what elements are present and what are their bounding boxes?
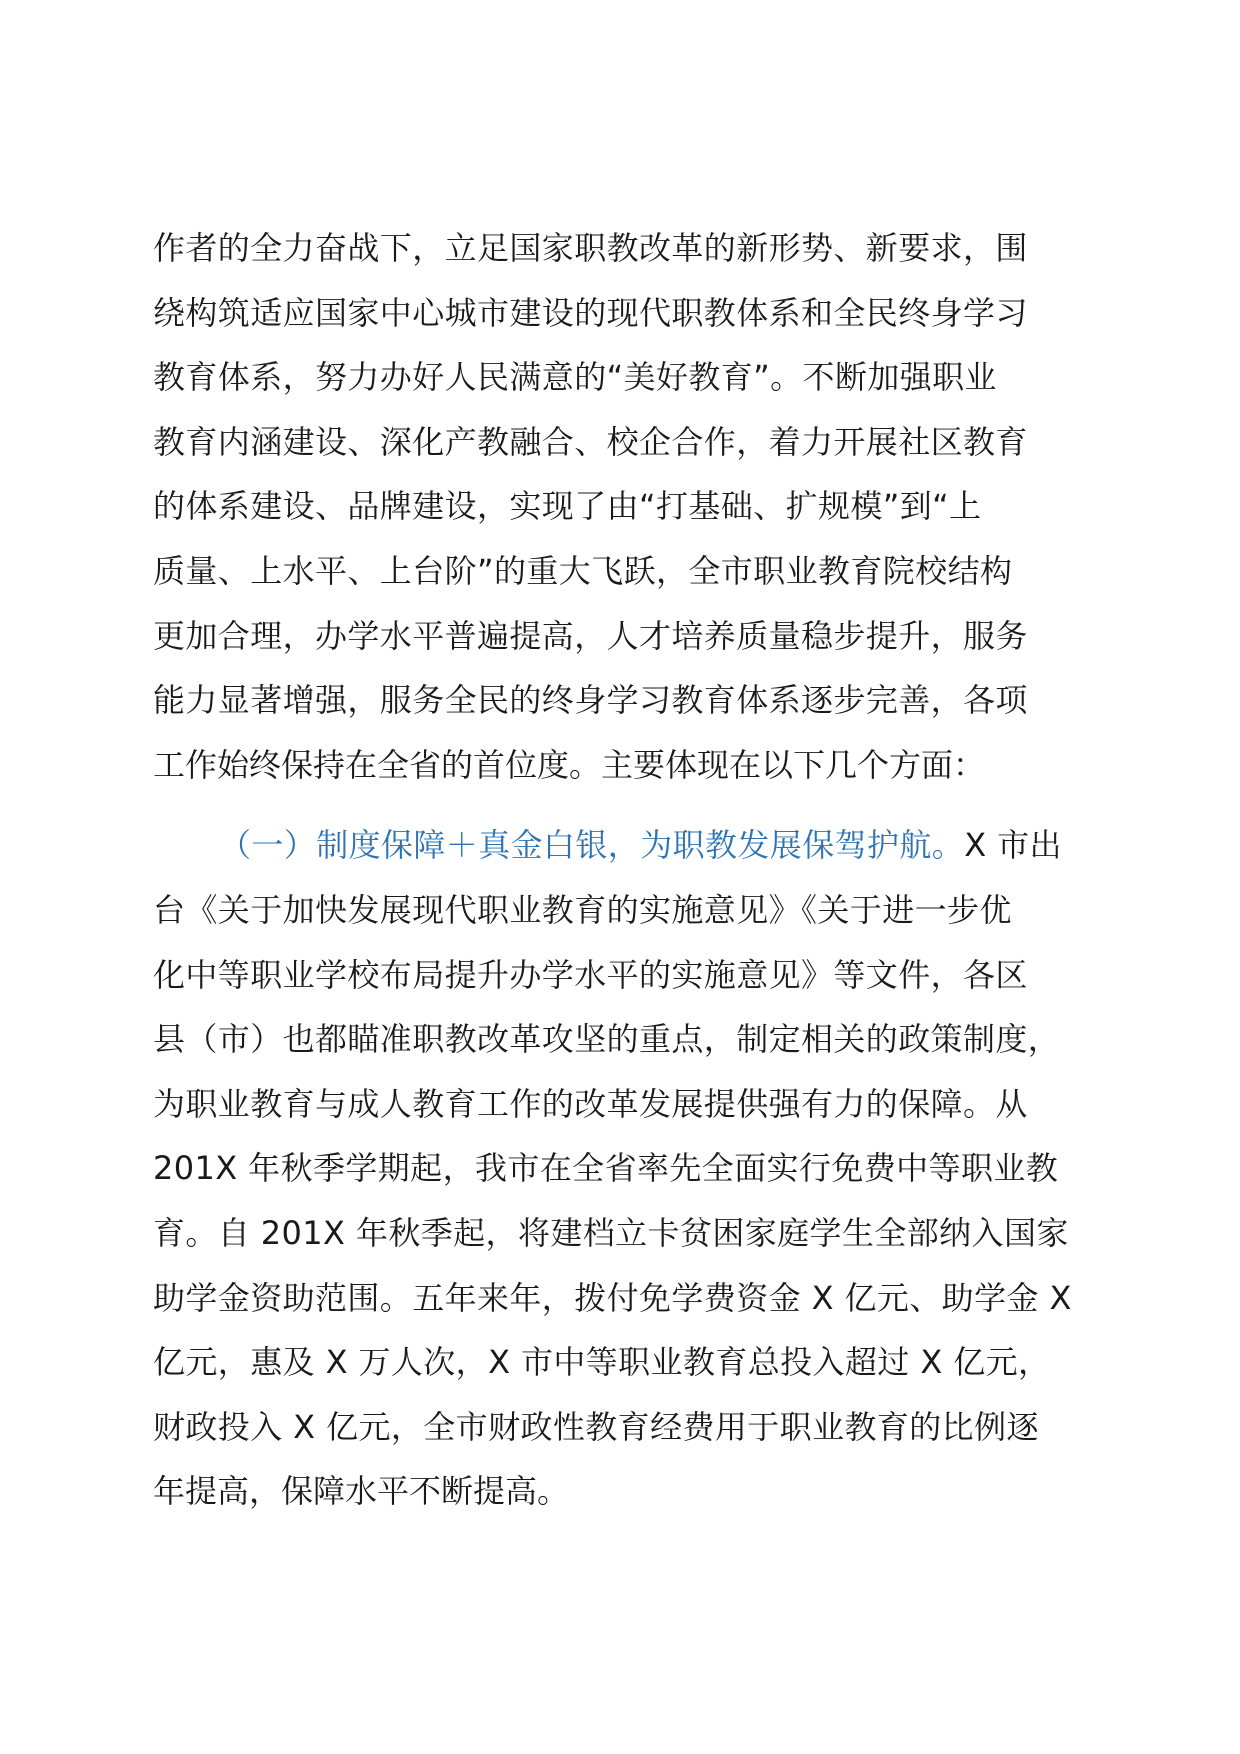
text-line: 教育体系，努力办好人民满意的“美好教育”。不断加强职业 — [153, 358, 997, 397]
text-line: 财政投入 X 亿元，全市财政性教育经费用于职业教育的比例逐 — [153, 1407, 1039, 1446]
paragraph-gap — [153, 797, 1088, 813]
text-line: 201X 年秋季学期起，我市在全省率先全面实行免费中等职业教 — [153, 1149, 1059, 1188]
text-line: 台《关于加快发展现代职业教育的实施意见》《关于进一步优 — [153, 890, 1012, 929]
text-line: 作者的全力奋战下，立足国家职教改革的新形势、新要求，围 — [153, 229, 1028, 267]
text-line: 质量、上水平、上台阶”的重大飞跃，全市职业教育院校结构 — [153, 551, 1013, 590]
text-line: 年提高，保障水平不断提高。 — [153, 1472, 570, 1511]
text-line: 助学金资助范围。五年来年，拨付免学费资金 X 亿元、助学金 X — [153, 1278, 1072, 1317]
text-line: 为职业教育与成人教育工作的改革发展提供强有力的保障。从 — [153, 1084, 1028, 1123]
text-line: 教育内涵建设、深化产教融合、校企合作，着力开展社区教育 — [153, 422, 1028, 461]
text-line: 绕构筑适应国家中心城市建设的现代职教体系和全民终身学习 — [153, 293, 1028, 332]
text-line: 县（市）也都瞄准职教改革攻坚的重点，制定相关的政策制度， — [153, 1020, 1061, 1059]
text-line: 化中等职业学校布局提升办学水平的实施意见》等文件，各区 — [153, 955, 1028, 994]
heading-line-continuation: X 市出 — [964, 826, 1062, 865]
document-body — [153, 216, 1088, 1524]
text-line: 能力显著增强，服务全民的终身学习教育体系逐步完善，各项 — [153, 681, 1028, 720]
text-line: 亿元，惠及 X 万人次，X 市中等职业教育总投入超过 X 亿元， — [153, 1343, 1051, 1382]
paragraph-section-one — [153, 813, 1088, 1524]
text-line: 更加合理，办学水平普遍提高，人才培养质量稳步提升，服务 — [153, 616, 1028, 655]
section-heading-line — [153, 813, 1088, 878]
text-line: 育。自 201X 年秋季起，将建档立卡贫困家庭学生全部纳入国家 — [153, 1213, 1069, 1252]
text-line: 工作始终保持在全省的首位度。主要体现在以下几个方面： — [153, 745, 986, 784]
text-line: 的体系建设、品牌建设，实现了由“打基础、扩规模”到“上 — [153, 487, 982, 526]
section-heading: （一）制度保障＋真金白银，为职教发展保驾护航。 — [219, 826, 965, 865]
paragraph-intro — [153, 216, 1088, 797]
